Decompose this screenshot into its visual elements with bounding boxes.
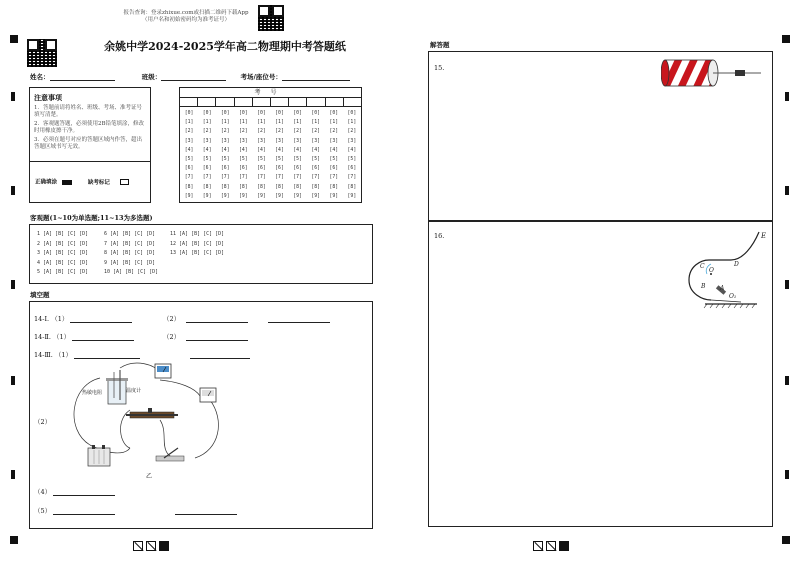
objective-question-row[interactable]: 6 [A] [B] [C] [D] xyxy=(104,231,156,237)
exam-digit-bubble[interactable]: [7] xyxy=(202,175,212,181)
part-2-label: （2） xyxy=(34,418,52,426)
label-thermometer: 温度计 xyxy=(126,388,142,394)
exam-digit-bubble[interactable]: [0] xyxy=(220,111,230,116)
exam-digit-bubble[interactable]: [2] xyxy=(311,129,321,135)
exam-digit-bubble[interactable]: [9] xyxy=(220,193,230,199)
q16-box[interactable] xyxy=(428,221,773,527)
exam-digit-bubble[interactable]: [7] xyxy=(257,175,266,181)
q14-part5-row xyxy=(34,507,237,515)
alignment-mark-top-right xyxy=(782,35,790,43)
exam-digit-bubble[interactable]: [4] xyxy=(311,147,321,153)
notice-box xyxy=(29,87,151,203)
exam-digit-bubble[interactable]: [4] xyxy=(202,147,212,153)
exam-digit-bubble[interactable]: [4] xyxy=(220,147,230,153)
exam-digit-bubble[interactable]: [4] xyxy=(329,147,339,153)
correct-fill-sample xyxy=(62,180,72,185)
exam-digit-bubble[interactable]: [2] xyxy=(293,129,302,135)
exam-digit-column[interactable] xyxy=(307,109,325,201)
name-label: 姓名： xyxy=(30,73,50,81)
qr-code-icon xyxy=(258,5,284,31)
exam-digit-bubble[interactable]: [5] xyxy=(202,157,212,163)
exam-digit-bubble[interactable]: [1] xyxy=(275,120,284,126)
exam-digit-bubble[interactable]: [6] xyxy=(329,166,339,172)
label-C: C xyxy=(700,263,705,270)
q14-3-answer-1[interactable] xyxy=(74,351,140,359)
exam-digit-bubble[interactable]: [1] xyxy=(202,120,212,126)
exam-number-bubbles[interactable] xyxy=(180,107,361,201)
exam-digit-bubble[interactable]: [5] xyxy=(238,157,248,163)
exam-digit-bubble[interactable]: [4] xyxy=(184,147,194,153)
exam-digit-column[interactable] xyxy=(325,109,343,201)
objective-question-row[interactable]: 1 [A] [B] [C] [D] xyxy=(37,231,89,237)
exam-digit-bubble[interactable]: [9] xyxy=(347,193,357,199)
exam-digit-bubble[interactable]: [3] xyxy=(293,138,302,144)
side-mark xyxy=(11,92,15,101)
q14-1-answer-3[interactable] xyxy=(268,315,330,323)
exam-digit-bubble[interactable]: [4] xyxy=(347,147,357,153)
exam-digit-column[interactable] xyxy=(289,109,307,201)
switch-icon xyxy=(156,448,184,461)
exam-digit-bubble[interactable]: [6] xyxy=(184,166,194,172)
correct-fill-label: 正确填涂 xyxy=(35,179,58,186)
objective-question-row[interactable]: 12 [A] [B] [C] [D] xyxy=(170,240,225,247)
exam-digit-bubble[interactable]: [7] xyxy=(329,175,339,181)
meter-icon xyxy=(155,364,171,378)
exam-number-write-row[interactable] xyxy=(180,98,361,107)
exam-digit-bubble[interactable]: [4] xyxy=(293,147,302,153)
notice-item: 1．答题前请将姓名、班级、考场、准考证号填写清楚。 xyxy=(34,105,143,118)
q14-1-answer-1[interactable] xyxy=(70,315,132,323)
exam-digit-bubble[interactable]: [0] xyxy=(238,111,248,116)
objective-question-row[interactable]: 4 [A] [B] [C] [D] xyxy=(37,259,89,266)
exam-digit-bubble[interactable]: [9] xyxy=(238,193,248,199)
q15-label: 15. xyxy=(434,64,445,72)
exam-digit-bubble[interactable]: [2] xyxy=(238,129,248,135)
seat-field[interactable] xyxy=(282,73,350,81)
part-5-label: （5） xyxy=(34,507,52,515)
label-thermistor: 热敏电阻 xyxy=(82,390,103,396)
exam-digit-bubble[interactable]: [6] xyxy=(202,166,212,172)
exam-digit-bubble[interactable]: [2] xyxy=(329,129,339,135)
exam-digit-column[interactable] xyxy=(270,109,288,201)
page-title: 余姚中学2024-2025学年高二物理期中考答题纸 xyxy=(104,40,346,53)
exam-digit-bubble[interactable]: [0] xyxy=(293,111,302,116)
alignment-mark-bottom-left xyxy=(10,536,18,544)
exam-digit-bubble[interactable]: [4] xyxy=(275,147,284,153)
top-notice xyxy=(116,10,256,24)
q16-label: 16. xyxy=(434,232,445,240)
exam-digit-bubble[interactable]: [1] xyxy=(257,120,266,126)
exam-digit-bubble[interactable]: [9] xyxy=(311,193,321,199)
exam-digit-bubble[interactable]: [2] xyxy=(220,129,230,135)
side-mark xyxy=(11,376,15,385)
exam-digit-bubble[interactable]: [7] xyxy=(311,175,321,181)
q14-answer-4[interactable] xyxy=(53,488,115,496)
q14-3-answer-1b[interactable] xyxy=(190,351,250,359)
part-4-label: （4） xyxy=(34,488,52,496)
exam-digit-bubble[interactable]: [3] xyxy=(238,138,248,144)
fill-blank-box xyxy=(29,301,373,529)
exam-digit-bubble[interactable]: [8] xyxy=(257,184,266,190)
exam-digit-bubble[interactable]: [5] xyxy=(275,157,284,163)
objective-question-row[interactable]: 11 [A] [B] [C] [D] xyxy=(170,231,225,237)
class-label: 班级： xyxy=(141,73,162,81)
alignment-mark-top-left xyxy=(10,35,18,43)
rheostat-icon xyxy=(126,408,178,418)
exam-digit-bubble[interactable]: [0] xyxy=(329,111,339,116)
side-mark xyxy=(11,186,15,195)
exam-digit-bubble[interactable]: [0] xyxy=(202,111,212,116)
alignment-mark-bottom-right xyxy=(782,536,790,544)
exam-digit-bubble[interactable]: [8] xyxy=(238,184,248,190)
q14-answer-5b[interactable] xyxy=(175,507,237,515)
objective-question-row[interactable]: 2 [A] [B] [C] [D] xyxy=(37,240,89,247)
exam-digit-bubble[interactable]: [9] xyxy=(293,193,302,199)
seat-label: 考场/座位号： xyxy=(240,73,282,81)
notice-line-2: （用户名和初始密码均为准考证号） xyxy=(141,17,230,23)
page-code-right xyxy=(533,535,572,554)
exam-digit-column[interactable] xyxy=(198,109,216,201)
q14-1-row xyxy=(34,315,132,323)
exam-digit-bubble[interactable]: [3] xyxy=(184,138,194,144)
q14-3-row xyxy=(34,351,250,359)
exam-digit-bubble[interactable]: [3] xyxy=(275,138,284,144)
exam-digit-bubble[interactable]: [2] xyxy=(184,129,194,135)
answer-heading: 解答题 xyxy=(430,41,450,49)
exam-digit-bubble[interactable]: [8] xyxy=(347,184,357,190)
exam-digit-column[interactable] xyxy=(252,109,270,201)
exam-digit-bubble[interactable]: [4] xyxy=(238,147,248,153)
class-field[interactable] xyxy=(161,73,226,81)
part-1-label: （1） xyxy=(53,333,71,341)
objective-box xyxy=(29,224,373,284)
exam-digit-bubble[interactable]: [8] xyxy=(220,184,230,190)
exam-digit-column[interactable] xyxy=(216,109,234,201)
part-2-label: （2） xyxy=(163,333,181,341)
part-1-label: （1） xyxy=(54,351,73,359)
q15-box[interactable] xyxy=(428,51,773,221)
battery-icon xyxy=(88,445,110,466)
exam-number-header: 考号 xyxy=(180,88,361,98)
q14-answer-5a[interactable] xyxy=(53,507,115,515)
exam-digit-bubble[interactable]: [0] xyxy=(257,111,266,116)
exam-digit-bubble[interactable]: [9] xyxy=(329,193,339,199)
page-code-left xyxy=(133,535,172,554)
objective-question-row[interactable]: 5 [A] [B] [C] [D] xyxy=(37,269,89,275)
q14-1-label: 14-Ⅰ. xyxy=(34,315,50,323)
exam-digit-bubble[interactable]: [2] xyxy=(202,129,212,135)
exam-digit-bubble[interactable]: [8] xyxy=(293,184,302,190)
exam-digit-bubble[interactable]: [6] xyxy=(238,166,248,172)
exam-digit-bubble[interactable]: [8] xyxy=(202,184,212,190)
exam-digit-bubble[interactable]: [5] xyxy=(220,157,230,163)
exam-number-grid xyxy=(179,87,362,203)
exam-digit-column[interactable] xyxy=(343,109,361,201)
student-fields xyxy=(30,73,370,81)
side-mark xyxy=(785,376,789,385)
exam-digit-bubble[interactable]: [8] xyxy=(184,184,194,190)
exam-digit-column[interactable] xyxy=(180,109,198,201)
exam-digit-bubble[interactable]: [7] xyxy=(347,175,357,181)
exam-digit-bubble[interactable]: [5] xyxy=(257,157,266,163)
exam-digit-column[interactable] xyxy=(234,109,252,201)
objective-heading: 客观题(1~10为单选题;11~13为多选题) xyxy=(30,214,153,222)
part-1-label: （1） xyxy=(51,315,69,323)
exam-digit-bubble[interactable]: [7] xyxy=(293,175,302,181)
side-mark xyxy=(785,470,789,479)
exam-digit-bubble[interactable]: [5] xyxy=(184,157,194,163)
q14-2-answer-1[interactable] xyxy=(72,333,134,341)
exam-digit-bubble[interactable]: [3] xyxy=(311,138,321,144)
exam-digit-bubble[interactable]: [1] xyxy=(293,120,302,126)
label-D: D xyxy=(734,261,739,268)
exam-digit-bubble[interactable]: [6] xyxy=(275,166,284,172)
absent-mark-label: 缺考标记 xyxy=(87,179,110,186)
exam-digit-bubble[interactable]: [9] xyxy=(184,193,194,199)
objective-question-row[interactable]: 7 [A] [B] [C] [D] xyxy=(104,240,156,247)
exam-digit-bubble[interactable]: [2] xyxy=(347,129,357,135)
exam-digit-bubble[interactable]: [8] xyxy=(275,184,284,190)
track-figure xyxy=(681,226,771,310)
exam-digit-bubble[interactable]: [3] xyxy=(220,138,230,144)
exam-digit-bubble[interactable]: [6] xyxy=(293,166,302,172)
notice-item: 3．必须在题号对应的答题区域内作答，超出答题区域书写无效。 xyxy=(34,137,143,150)
exam-digit-bubble[interactable]: [7] xyxy=(238,175,248,181)
side-mark xyxy=(785,280,789,289)
exam-digit-bubble[interactable]: [5] xyxy=(347,157,357,163)
exam-digit-bubble[interactable]: [5] xyxy=(311,157,321,163)
objective-question-row[interactable]: 10 [A] [B] [C] [D] xyxy=(104,269,159,275)
side-mark xyxy=(785,186,789,195)
label-A: A xyxy=(720,285,725,292)
exam-digit-bubble[interactable]: [7] xyxy=(220,175,230,181)
exam-digit-bubble[interactable]: [1] xyxy=(184,120,194,126)
notice-items xyxy=(34,105,146,151)
exam-digit-bubble[interactable]: [7] xyxy=(275,175,284,181)
exam-digit-bubble[interactable]: [0] xyxy=(311,111,321,116)
exam-digit-bubble[interactable]: [5] xyxy=(329,157,339,163)
figure-label: 乙 xyxy=(146,473,153,480)
exam-digit-bubble[interactable]: [3] xyxy=(202,138,212,144)
q14-2-answer-2[interactable] xyxy=(186,333,248,341)
part-2-label: （2） xyxy=(163,315,181,323)
label-O1: O₁ xyxy=(729,293,737,300)
exam-digit-bubble[interactable]: [8] xyxy=(329,184,339,190)
exam-digit-bubble[interactable]: [1] xyxy=(329,120,339,126)
q14-1-answer-2[interactable] xyxy=(186,315,248,323)
exam-digit-bubble[interactable]: [2] xyxy=(257,129,266,135)
q14-1-row-b xyxy=(163,315,330,323)
exam-digit-bubble[interactable]: [0] xyxy=(275,111,284,116)
name-field[interactable] xyxy=(50,73,115,81)
side-mark xyxy=(785,92,789,101)
exam-digit-bubble[interactable]: [3] xyxy=(257,138,266,144)
exam-digit-bubble[interactable]: [6] xyxy=(347,166,357,172)
exam-digit-bubble[interactable]: [1] xyxy=(347,120,357,126)
objective-question-row[interactable]: 9 [A] [B] [C] [D] xyxy=(104,259,156,266)
label-E: E xyxy=(761,232,767,240)
exam-digit-bubble[interactable]: [1] xyxy=(238,120,248,126)
absent-mark-box[interactable] xyxy=(120,179,129,185)
exam-digit-bubble[interactable]: [2] xyxy=(275,129,284,135)
label-O: O xyxy=(709,267,714,274)
side-mark xyxy=(11,470,15,479)
exam-digit-bubble[interactable]: [6] xyxy=(311,166,321,172)
exam-digit-bubble[interactable]: [0] xyxy=(184,111,194,116)
exam-digit-bubble[interactable]: [9] xyxy=(202,193,212,199)
exam-digit-bubble[interactable]: [1] xyxy=(220,120,230,126)
q14-part4-row xyxy=(34,488,115,496)
objective-question-row[interactable]: 8 [A] [B] [C] [D] xyxy=(104,250,156,256)
q14-2-label: 14-Ⅱ. xyxy=(34,333,51,341)
circuit-figure xyxy=(60,360,250,480)
side-mark xyxy=(11,280,15,289)
exam-digit-bubble[interactable]: [9] xyxy=(275,193,284,199)
exam-digit-bubble[interactable]: [3] xyxy=(329,138,339,144)
exam-digit-bubble[interactable]: [3] xyxy=(347,138,357,144)
exam-digit-bubble[interactable]: [7] xyxy=(184,175,194,181)
qr-code-icon xyxy=(27,39,57,67)
exam-digit-bubble[interactable]: [4] xyxy=(257,147,266,153)
exam-digit-bubble[interactable]: [8] xyxy=(311,184,321,190)
q14-2-row xyxy=(34,333,134,341)
exam-digit-bubble[interactable]: [6] xyxy=(220,166,230,172)
objective-question-row[interactable]: 13 [A] [B] [C] [D] xyxy=(170,250,225,256)
beaker-icon xyxy=(106,370,128,404)
q14-2-row-b xyxy=(163,333,248,341)
exam-digit-bubble[interactable]: [0] xyxy=(347,111,357,116)
exam-digit-bubble[interactable]: [1] xyxy=(311,120,321,126)
notice-item: 2．客观题答题，必须使用2B铅笔填涂，修改时用橡皮擦干净。 xyxy=(34,121,145,134)
notice-line-1: 报告查询：登录zhixue.com或扫描二维码下载App xyxy=(123,10,249,16)
cylinder-figure xyxy=(661,56,767,90)
notice-heading: 注意事项 xyxy=(34,93,62,102)
exam-digit-bubble[interactable]: [9] xyxy=(257,193,266,199)
q14-3-label: 14-Ⅲ. xyxy=(34,351,53,359)
meter-icon xyxy=(200,388,216,402)
label-B: B xyxy=(701,283,706,290)
fill-legend xyxy=(35,179,129,187)
fill-blank-heading: 填空题 xyxy=(30,291,50,299)
objective-question-row[interactable]: 3 [A] [B] [C] [D] xyxy=(37,250,89,256)
exam-digit-bubble[interactable]: [5] xyxy=(293,157,302,163)
exam-digit-bubble[interactable]: [6] xyxy=(257,166,266,172)
